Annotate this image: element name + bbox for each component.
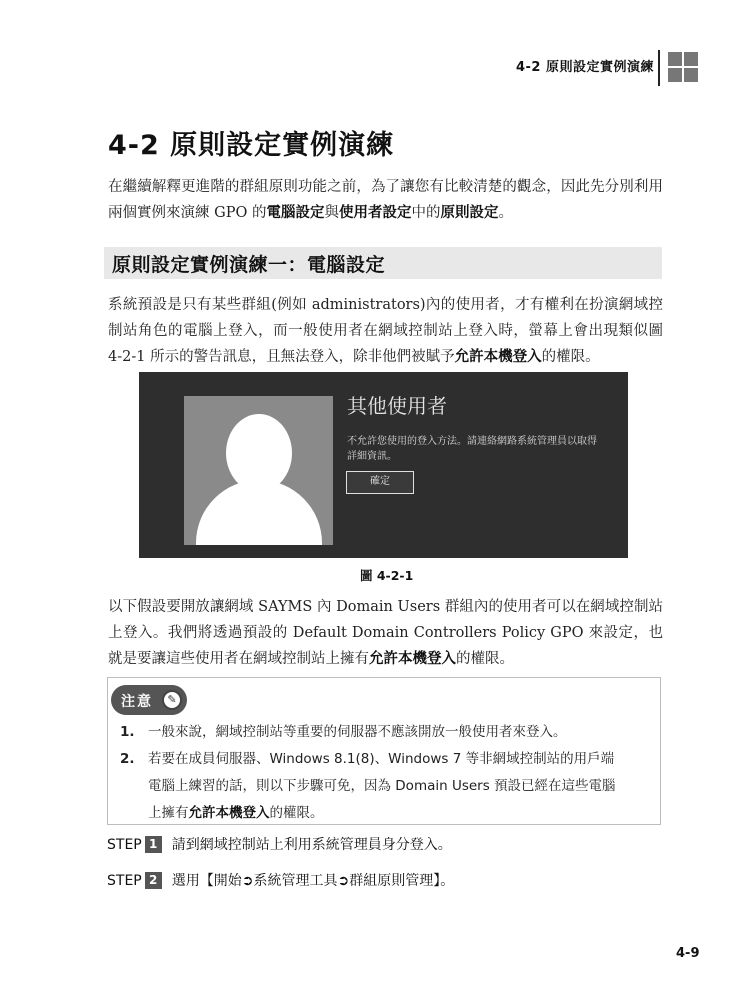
step-word: STEP (107, 837, 142, 853)
bold-term: 使用者設定 (338, 205, 412, 221)
logo-pane (684, 68, 698, 82)
text-run: 在繼續解釋更進階的群組原則功能之前，為了讓您有比較清楚的觀念，因此先分別利用兩個實例來演練 GPO 的 (108, 179, 663, 221)
note-item-text: 電腦上練習的話，則以下步驟可免，因為 Domain Users 預設已經在這些電腦 (148, 778, 616, 794)
windows-logo-icon (668, 52, 698, 82)
screenshot-error-message: 不允許您使用的登入方法。請連絡網路系統管理員以取得詳細資訊。 (347, 436, 597, 462)
user-avatar-icon (184, 396, 333, 545)
note-label-text: 注意 (121, 694, 153, 710)
step-text: 請到網域控制站上利用系統管理員身分登入。 (171, 837, 452, 853)
text-run: 上擁有 (148, 805, 189, 821)
bold-term: 允許本機登入 (454, 349, 542, 365)
text-run: 以下假設要開放讓網域 SAYMS 內 Domain Users 群組內的使用者可以在網域控制站上登入。我們將透過預設的 Default Domain Controllers Policy GPO 來設定，也就是要讓這些使用者在網域控制站上擁有 (108, 599, 663, 667)
logo-pane (684, 52, 698, 66)
header-divider (658, 50, 660, 86)
text-run: 中的 (411, 205, 441, 221)
step-number-badge: 1 (145, 836, 162, 853)
intro-paragraph (108, 174, 663, 226)
note-item-text: 一般來說，網域控制站等重要的伺服器不應該開放一般使用者來登入。 (148, 724, 567, 740)
body-paragraph-1 (108, 292, 663, 370)
note-item (120, 719, 660, 746)
page-number: 4-9 (676, 946, 700, 961)
step-word: STEP (107, 873, 142, 889)
step-2 (107, 870, 454, 892)
text-run: 的權限。 (541, 349, 600, 365)
step-number-badge: 2 (145, 872, 162, 889)
text-run: 的權限。 (269, 805, 324, 821)
screenshot-user-title: 其他使用者 (347, 394, 447, 418)
section-title: 4-2 原則設定實例演練 (108, 130, 395, 161)
step-1 (107, 834, 452, 856)
logo-pane (668, 68, 682, 82)
ok-button[interactable]: 確定 (346, 471, 414, 494)
figure-caption: 圖 4-2-1 (360, 568, 414, 583)
note-label (111, 685, 187, 715)
step-text: 選用【開始➲系統管理工具➲群組原則管理】。 (171, 873, 455, 889)
note-item-text-line (120, 800, 660, 827)
logo-pane (668, 52, 682, 66)
bold-term: 允許本機登入 (188, 805, 270, 821)
note-item-number: 1. (120, 724, 135, 740)
text-run: 的權限。 (456, 651, 514, 667)
running-header-title: 4-2 原則設定實例演練 (515, 60, 654, 75)
bold-term: 電腦設定 (266, 205, 325, 221)
text-run: 系統預設是只有某些群組(例如 administrators)內的使用者，才有權利在扮演網域控制站角色的電腦上登入，而一般使用者在網域控制站上登入時，螢幕上會出現類似圖 4-2-1 所示的警告訊息，且無法登入，除非他們被賦予 (108, 297, 663, 365)
pencil-note-icon: ✎ (162, 690, 182, 710)
body-paragraph-2 (108, 594, 663, 672)
note-list (120, 719, 660, 827)
note-item (120, 746, 660, 827)
text-run: 。 (498, 205, 513, 221)
login-error-screenshot (139, 372, 628, 558)
text-run: 與 (324, 205, 339, 221)
note-item-text: 若要在成員伺服器、Windows 8.1(8)、Windows 7 等非網域控制站的用戶端 (148, 751, 615, 767)
subsection-heading: 原則設定實例演練一：電腦設定 (104, 247, 662, 279)
note-item-number: 2. (120, 751, 135, 767)
avatar-body (196, 480, 322, 545)
bold-term: 原則設定 (440, 205, 499, 221)
bold-term: 允許本機登入 (369, 651, 456, 667)
